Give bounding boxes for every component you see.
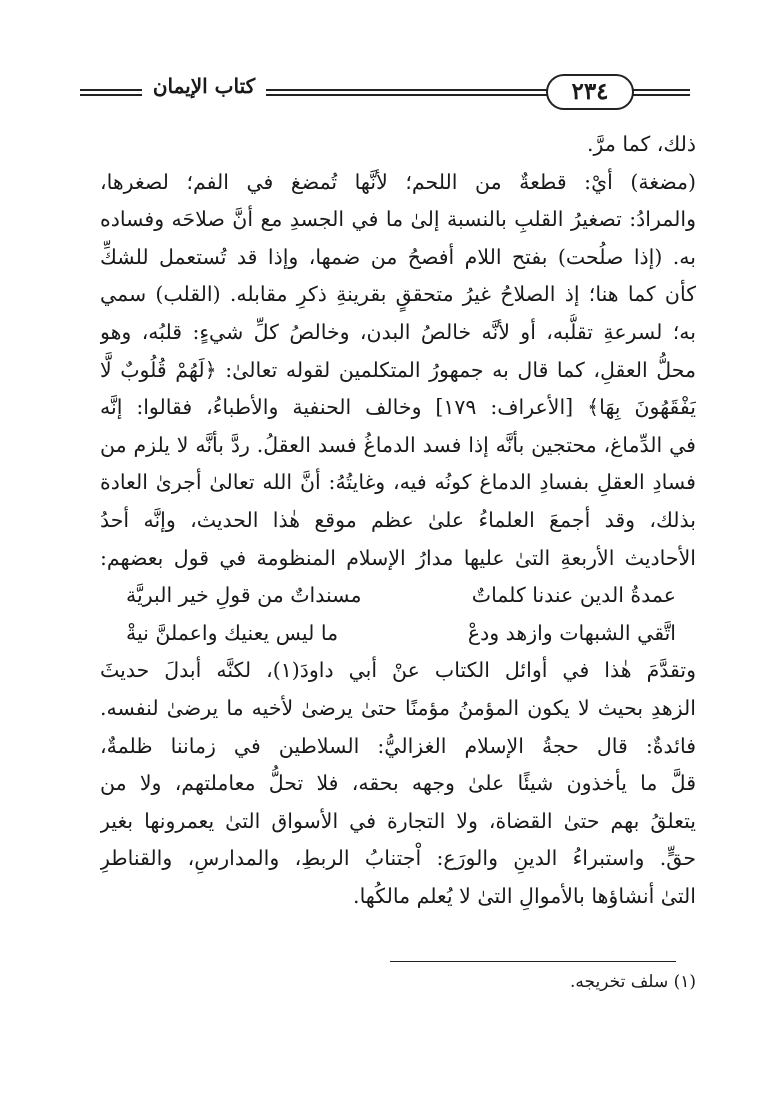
poem-hemistich-first: اتَّقي الشبهات وازهد ودعْ xyxy=(467,620,676,645)
text-line: في الدِّماغ، محتجين بأنَّه إذا فسد الدماغُ فسد العقلُ. ردَّ بأنَّه لا يلزم من xyxy=(100,432,696,457)
header-rule-right xyxy=(632,89,690,91)
text-line: به؛ لسرعةِ تقلُّبه، أو لأنَّه خالصُ البدن، وخالصُ كلِّ شيءٍ: قلبُه، وهو xyxy=(100,319,696,344)
poem-hemistich-second: مسنداتٌ من قولِ خير البريَّة xyxy=(126,583,362,608)
text-line: فسادِ العقلِ بفسادِ الدماغ كونُه فيه، وغايتُهُ: أنَّ الله تعالىٰ أجرىٰ العادة xyxy=(100,470,696,495)
page-header xyxy=(80,70,690,114)
text-line: حقٍّ. واستبراءُ الدينِ والورَع: اْجتنابُ الربطِ، والمدارسِ، والقناطرِ xyxy=(100,846,696,871)
text-line: والمرادُ: تصغيرُ القلبِ بالنسبة إلىٰ ما في الجسدِ مع أنَّ صلاحَه وفساده xyxy=(100,207,696,232)
poem-hemistich-second: ما ليس يعنيك واعملنَّ نيةْ xyxy=(126,620,339,645)
text-line: التىٰ أنشاؤها بالأموالِ التىٰ لا يُعلم مالكُها. xyxy=(353,883,696,908)
book-title: كتاب الإيمان xyxy=(152,74,256,98)
body-text xyxy=(100,126,696,915)
poem-verse xyxy=(100,615,696,653)
header-rule-left xyxy=(80,89,142,91)
header-rule-middle xyxy=(266,89,548,91)
text-line: بذلك، وقد أجمعَ العلماءُ علىٰ عظم موقع هٰذا الحديث، وإنَّه أحدُ xyxy=(100,507,696,532)
text-line: ذلك، كما مرَّ. xyxy=(587,132,696,156)
header-rule-left-2 xyxy=(80,94,142,96)
header-rule-right-2 xyxy=(632,94,690,96)
text-line: فائدةٌ: قال حجةُ الإسلام الغزاليُّ: السلاطين في زماننا ظلمةٌ، xyxy=(100,733,696,758)
text-line: (مضغة) أيْ: قطعةٌ من اللحم؛ لأنَّها تُمضغ في الفم؛ لصغرها، xyxy=(100,169,696,194)
text-line: يتعلقُ بهم حتىٰ القضاة، ولا التجارة في الأسواق التىٰ يعمرونها بغير xyxy=(100,808,696,833)
page-number: ٢٣٤ xyxy=(546,74,634,110)
text-line: وتقدَّمَ هٰذا في أوائل الكتاب عنْ أبي داودَ(١)، لكنَّه أبدلَ حديثَ xyxy=(100,658,696,683)
text-line: قلَّ ما يأخذون شيئًا علىٰ وجهه بحقه، فلا تحلُّ معاملتهم، ولا من xyxy=(100,771,696,796)
text-line: محلُّ العقلِ، كما قال به جمهورُ المتكلمين لقوله تعالىٰ: ﴿لَهُمْ قُلُوبٌ لَّا xyxy=(100,357,696,382)
footnote: (١) سلف تخريجه. xyxy=(570,972,696,992)
text-line: الأحاديث الأربعةِ التىٰ عليها مدارُ الإسلام المنظومة في قول بعضهم: xyxy=(100,545,696,570)
footnote-separator xyxy=(390,961,676,962)
poem-verse xyxy=(100,577,696,615)
text-line: كأن كما هنا؛ إذ الصلاحُ غيرُ متحققٍ بقرينةِ ذكرِ مقابله. (القلب) سمي xyxy=(100,282,696,307)
header-rule-middle-2 xyxy=(266,94,548,96)
poem-hemistich-first: عمدةُ الدين عندنا كلماتٌ xyxy=(471,583,676,608)
text-line: يَفْقَهُونَ بِهَا﴾ [الأعراف: ١٧٩] وخالف الحنفية والأطباءُ، فقالوا: إنَّه xyxy=(100,395,696,420)
text-line: الزهدِ بحيث لا يكون المؤمنُ مؤمنًا حتىٰ يرضىٰ لأخيه ما يرضىٰ لنفسه. xyxy=(100,695,696,720)
text-line: به. (إذا صلُحت) بفتح اللام أفصحُ من ضمها، وإذا قد تُستعمل للشكِّ xyxy=(100,244,696,269)
